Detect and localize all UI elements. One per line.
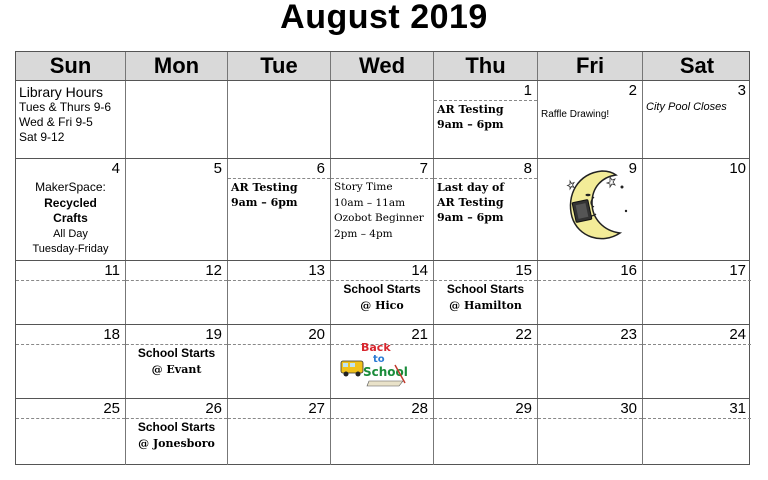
divider [538,344,642,345]
day-number: 13 [308,262,325,279]
day-cell-4 [16,159,126,260]
svg-text:School: School [363,365,408,379]
divider [228,178,330,179]
week-1 [16,81,749,159]
day-number: 11 [104,262,120,279]
day-cell-31 [643,399,751,465]
day-cell-16 [538,261,643,324]
day-cell-18 [16,325,126,398]
day-cell-13 [228,261,331,324]
event-text: MakerSpace: [35,180,106,194]
divider [434,418,537,419]
event-text: 10am – 11am [334,196,406,209]
day-number: 2 [628,82,637,99]
day-number: 20 [308,326,325,343]
day-cell-14 [331,261,434,324]
weekday-mon: Mon [126,52,228,80]
divider [331,178,433,179]
day-cell-8 [434,159,538,260]
event-text: 9am – 6pm [437,211,504,224]
day-number: 25 [103,400,120,417]
day-number: 30 [620,400,637,417]
divider [643,344,751,345]
day-cell-26 [126,399,228,465]
library-hours-line: Wed & Fri 9-5 [19,115,93,129]
day-cell-7 [331,159,434,260]
weekday-tue: Tue [228,52,331,80]
day-cell-11 [16,261,126,324]
event-text: School Starts [343,282,421,296]
divider [331,418,433,419]
day-number: 4 [111,160,120,177]
library-hours-heading: Library Hours [19,84,104,100]
week-3 [16,261,749,325]
day-cell-12 [126,261,228,324]
divider [434,178,537,179]
event-text: AR Testing [437,103,504,116]
day-number: 28 [411,400,428,417]
day-number: 19 [205,326,222,343]
svg-text:to: to [373,354,385,365]
day-number: 10 [729,160,746,177]
event-text: Raffle Drawing! [541,109,610,120]
week-2 [16,159,749,261]
weekday-fri: Fri [538,52,643,80]
event-text: School Starts [446,282,525,296]
event-text: Last day of [437,181,505,194]
empty-day-cell [126,81,228,158]
day-cell-29 [434,399,538,465]
day-cell-21 [331,325,434,398]
weekday-sat: Sat [679,53,715,78]
calendar-grid [15,51,750,465]
day-number: 26 [205,400,222,417]
event-text: AR Testing [437,196,504,209]
event-text: 2pm – 4pm [334,227,393,240]
day-number: 29 [515,400,532,417]
day-number: 1 [523,82,532,99]
day-cell-9 [538,159,643,260]
event-text: School Starts [137,420,216,434]
day-number: 6 [316,160,325,177]
svg-text:Back: Back [361,341,391,354]
divider [16,418,125,419]
empty-day-cell [331,81,434,158]
divider [538,418,642,419]
library-hours-cell [16,81,126,158]
back-to-school-image [339,339,409,389]
day-number: 8 [523,160,532,177]
day-number: 5 [213,160,222,177]
weekday-wed: Wed [331,52,434,80]
day-number: 15 [515,262,532,279]
day-cell-17 [643,261,751,324]
day-number: 21 [411,326,428,343]
day-cell-22 [434,325,538,398]
divider [643,280,751,281]
moon-reading-image [564,167,634,243]
event-text: 9am – 6pm [437,118,504,131]
divider [228,418,330,419]
day-number: 17 [729,262,746,279]
day-cell-20 [228,325,331,398]
day-cell-19 [126,325,228,398]
event-text: School Starts [137,346,216,360]
divider [538,280,642,281]
day-cell-15 [434,261,538,324]
event-text: 9am – 6pm [231,196,298,209]
day-cell-23 [538,325,643,398]
divider [16,280,125,281]
day-cell-27 [228,399,331,465]
day-number: 24 [729,326,746,343]
calendar-title: August 2019 [280,0,488,36]
day-cell-3 [643,81,751,158]
day-cell-6 [228,159,331,260]
day-number: 22 [515,326,532,343]
divider [643,418,751,419]
divider [228,344,330,345]
library-hours-line: Tues & Thurs 9-6 [19,100,112,114]
day-number: 16 [620,262,637,279]
event-text: Tuesday-Friday [32,243,109,255]
day-number: 18 [103,326,120,343]
day-cell-25 [16,399,126,465]
event-text: City Pool Closes [646,101,727,113]
divider [434,100,537,101]
event-text: All Day [53,227,88,240]
event-text: @ Hamilton [449,299,522,312]
divider [16,344,125,345]
divider [434,344,537,345]
week-5 [16,399,749,465]
event-text: AR Testing [231,181,298,194]
day-number: 9 [628,160,637,177]
day-number: 12 [205,262,222,279]
event-text: Recycled [44,195,97,210]
day-cell-24 [643,325,751,398]
event-text: Story Time [334,181,393,193]
library-hours-line: Sat 9-12 [19,130,65,144]
day-cell-30 [538,399,643,465]
day-number: 23 [620,326,637,343]
day-number: 7 [419,160,428,177]
day-number: 31 [729,400,746,417]
day-cell-5 [126,159,228,260]
day-number: 3 [737,82,746,99]
week-4 [16,325,749,399]
event-text: Crafts [53,211,88,225]
event-text: @ Evant [151,363,202,376]
event-text: @ Jonesboro [138,437,215,450]
day-cell-2 [538,81,643,158]
day-cell-1 [434,81,538,158]
day-cell-28 [331,399,434,465]
empty-day-cell [228,81,331,158]
divider [126,280,227,281]
event-text: @ Hico [360,299,404,312]
divider [228,280,330,281]
day-cell-10 [643,159,751,260]
weekday-sun: Sun [16,52,126,80]
event-text: Ozobot Beginner [334,212,424,224]
weekday-header-row [16,52,749,81]
day-number: 14 [411,262,428,279]
weekday-thu: Thu [434,52,538,80]
day-number: 27 [308,400,325,417]
